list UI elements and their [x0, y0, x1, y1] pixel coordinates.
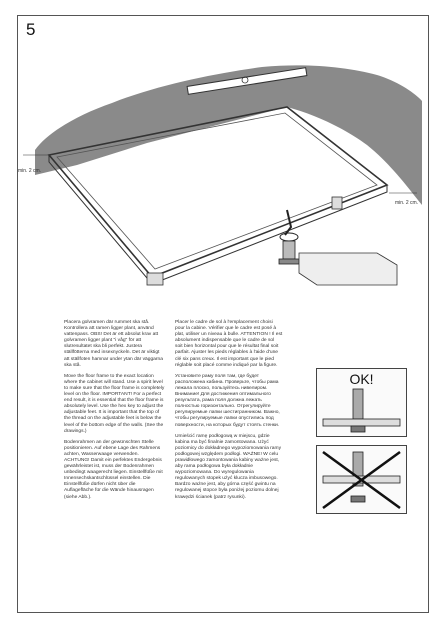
instructions-english: Move the floor frame to the exact location where the cabinet will stand. Use a spirit level to make sure that the floor frame is completely level on the floor. IMPORTANT! For a perfect end result, it is essential that the floor frame is absolutely level. Use the hex key to adjust the adjustable feet. It is important that the top of the thread on the adjustable feet is below the level of the bottom edge of the walls. (See the drawings.)	[64, 373, 165, 434]
correct-foot-inset	[316, 368, 407, 437]
incorrect-foot-diagram	[317, 446, 406, 513]
left-dimension-label: min. 2 cm.	[18, 168, 42, 174]
right-dimension-label: min. 2 cm.	[395, 200, 419, 206]
instructions-german: Bodenrahmen an der gewünschten Stelle positionieren. Auf ebene Lage des Rahmens achten, Wasserwaage verwenden. ACHTUNG! Damit ein perfektes Endergebnis gewährleistet ist, muss der Bodenrahmen unbedingt waagerecht liegen. Einstellfüße mit Innensechskantschlüssel einstellen. Die Einstellfüße dürfen nicht über die Auflagefläche für die Wände hinausragen (siehe Abb.).	[64, 439, 163, 500]
adjustable-foot	[283, 241, 295, 259]
correct-foot-diagram	[317, 369, 406, 436]
step-number: 5	[26, 20, 36, 39]
rail-cutaway	[299, 253, 397, 285]
rotation-arrow	[280, 233, 298, 241]
instructions-swedish: Placera golvramen där rummet ska stå. Kontrollera att ramen ligger plant, använd vattenpass. OBS! Det är ett absolut krav att golvramen ligger plant "i våg" för att slutresultatet ska bli perfekt. Justera ställfötterna med insexnyckeln. Det är viktigt att ställfoten hamnar under ytan där väggarna ska stå.	[64, 320, 163, 368]
floor-frame-illustration	[17, 15, 429, 315]
text-column-left	[64, 320, 165, 506]
adjustable-foot-base	[279, 259, 299, 264]
instructions-polish: Umieścić ramę podłogową w miejscu, gdzie kabina ma być finalnie zamontowana. Użyć poziomicy do dokładnego wypoziomowania ramy podłogowej względem podłogi. WAŻNE! W celu prawidłowego zamontowania kabiny ważne jest, aby rama podłogowa była dokładnie wypoziomowana. Do wyregulowania regulowanych stopek użyć klucza imbusowego. Bardzo ważne jest, aby górna część gwintu na regulowanej stopce była poniżej poziomu dolnej krawędzi ścianek (patrz rysunki).	[175, 433, 282, 500]
corner-pad-right	[332, 197, 342, 209]
instructions-russian: Установите раму поля там, где будет расположена кабина. Проверьте, чтобы рама лежала плоско, пользуйтесь нивелиром. Внимание! Для достижения оптимального результата, рама поля должна лежать полностью горизонтально. Отрегулируйте регулируемые лапки шестигранником. Важно, чтобы регулируемые лапки опустились под поверхности, на которых будут стоять стенки.	[175, 373, 280, 428]
ok-label: OK!	[349, 371, 374, 387]
text-column-right	[175, 320, 283, 506]
incorrect-foot-inset	[316, 445, 407, 514]
corner-pad-front	[147, 273, 163, 285]
instructions-french: Placer le cadre de sol à l'emplacement choisi pour la cabine. Vérifier que le cadre est posé à plat, utiliser un niveau à bulle. ATTENTION ! Il est absolument indispensable que le cadre de sol soit bien horizontal pour que le résultat final soit parfait. Ajuster les pieds réglables à l'aide d'une clé six pans creux. Il est important que le pied réglable soit placé comme indiqué par la figure.	[175, 320, 283, 368]
